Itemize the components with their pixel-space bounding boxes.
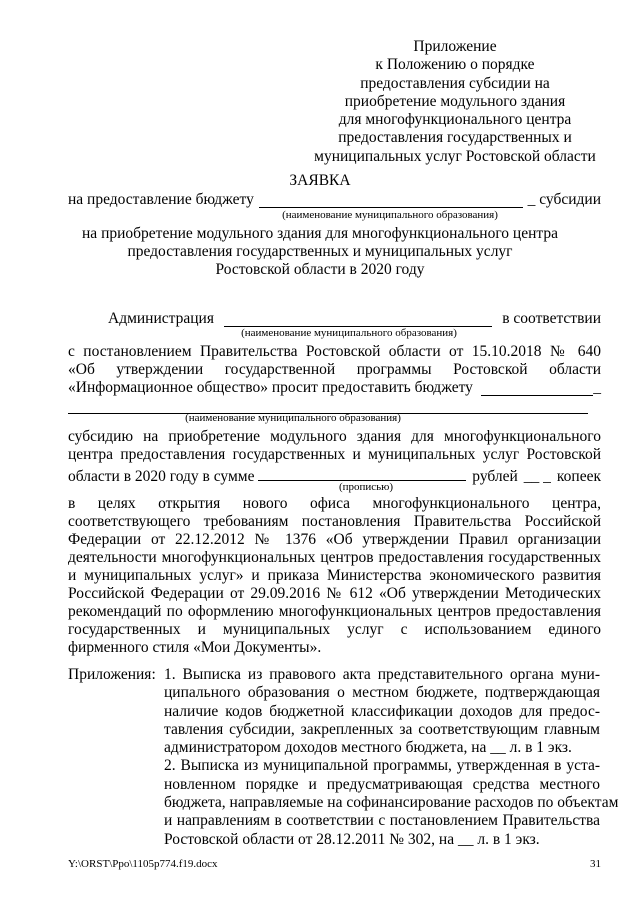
- blank-municipality-2: [224, 310, 492, 327]
- appendix-line: для многофункционального центра: [338, 111, 572, 129]
- header-line1-pre: на предоставление бюджету: [68, 191, 254, 208]
- attachment-line: бюджета, направляемые на софинансирование расходов по объектам: [164, 793, 619, 811]
- p1-line-3: [68, 379, 601, 397]
- caption-words: (прописью): [338, 481, 394, 493]
- appendix-line: приобретение модульного здания: [344, 92, 566, 110]
- blank-municipality-1: [259, 191, 523, 208]
- attachment-line: ципального образования о местном бюджете, подтверждающая: [164, 684, 600, 702]
- p3-line: в целях открытия нового офиса многофункционального центра,: [68, 495, 601, 512]
- appendix-line: предоставления субсидии на: [360, 74, 550, 92]
- p3-line: рекомендаций по оформлению многофункциональных центров предоставления: [68, 603, 601, 620]
- document-title: ЗАЯВКА: [289, 172, 351, 189]
- p1-line3-text: «Информационное общество» просит предоставить бюджету: [68, 379, 473, 396]
- p2-line-1: субсидию на приобретение модульного здания для многофункционального: [68, 428, 601, 445]
- file-path: Y:\ORST\Ppo\1105p774.f19.docx: [68, 858, 218, 870]
- appendix-line: муниципальных услуг Ростовской области: [314, 147, 596, 165]
- admin-pre: Администрация: [108, 310, 214, 327]
- p1-line3-tail: _: [593, 379, 601, 396]
- p3-line: деятельности многофункциональных центров предоставления государственных: [68, 549, 601, 566]
- blank-amount: [258, 464, 466, 481]
- header-line-1: [68, 191, 601, 209]
- appendix-line: к Положению о порядке: [375, 56, 535, 74]
- caption-municipality-1: (наименование муниципального образования): [282, 209, 498, 221]
- header-line1-post: _ субсидии: [527, 191, 601, 208]
- appendix-line: предоставления государственных и: [338, 129, 572, 147]
- attachment-line: новленном порядке и предусматривающая средства местного: [164, 775, 600, 793]
- header-line-4: Ростовской области в 2020 году: [215, 261, 425, 278]
- appendix-header: [290, 38, 620, 166]
- blank-municipality-3: [481, 379, 593, 396]
- header-line-3: предоставления государственных и муниципальных услуг: [127, 243, 513, 260]
- admin-post: в соответствии: [502, 310, 601, 327]
- p3-line: соответствующего требованиям постановления Правительства Российской: [68, 513, 601, 530]
- attachments-list: [164, 666, 619, 849]
- p2-line-2: центра предоставления государственных и муниципальных услуг Ростовской: [68, 446, 601, 463]
- admin-line: [108, 310, 601, 328]
- page-number: 31: [590, 858, 601, 870]
- attachment-line: тавления субсидии, закрепленных за соответствующим главным: [164, 720, 600, 738]
- attachment-line: и направлениям в соответствии с постановлением Правительства: [164, 812, 600, 830]
- p3-line: Российской Федерации от 29.09.2016 № 612 «Об утверждении Методических: [68, 585, 601, 602]
- p1-line-2: «Об утверждении государственной программы Ростовской области: [68, 361, 601, 378]
- p3-last-line: фирменного стиля «Мои Документы».: [68, 639, 322, 656]
- p3-line: и муниципальных услуг» и приказа Министерства экономического развития: [68, 567, 601, 584]
- attachment-line: наличие кодов бюджетной классификации доходов для предос-: [164, 702, 600, 720]
- p3-line: государственных и муниципальных услуг с использованием единого: [68, 621, 601, 638]
- header-line-2: на приобретение модульного здания для многофункционального центра: [82, 225, 558, 242]
- page-footer: [68, 858, 601, 871]
- p2-rub: рублей: [472, 467, 518, 485]
- attachment-line: Ростовской области от 28.12.2011 № 302, на __ л. в 1 экз.: [164, 830, 540, 848]
- caption-municipality-2: (наименование муниципального образования): [241, 327, 457, 339]
- attachment-line: 2. Выписка из муниципальной программы, утвержденная в уста-: [164, 757, 600, 775]
- attachments-label: Приложения:: [68, 666, 156, 683]
- p1-line-1: с постановлением Правительства Ростовской области от 15.10.2018 № 640: [68, 343, 601, 360]
- caption-municipality-3: (наименование муниципального образования): [185, 412, 401, 424]
- attachment-line: администратором доходов местного бюджета, на __ л. в 1 экз.: [164, 739, 572, 757]
- appendix-line: Приложение: [413, 38, 497, 55]
- attachment-line: 1. Выписка из правового акта представительного органа муни-: [164, 666, 600, 683]
- p2-kop-blank: __ _: [523, 467, 551, 485]
- p3-line: Федерации от 22.12.2012 № 1376 «Об утверждении Правил организации: [68, 531, 601, 548]
- p2-kop: копеек: [556, 467, 601, 485]
- p2-line3-pre: области в 2020 году в сумме: [68, 467, 255, 485]
